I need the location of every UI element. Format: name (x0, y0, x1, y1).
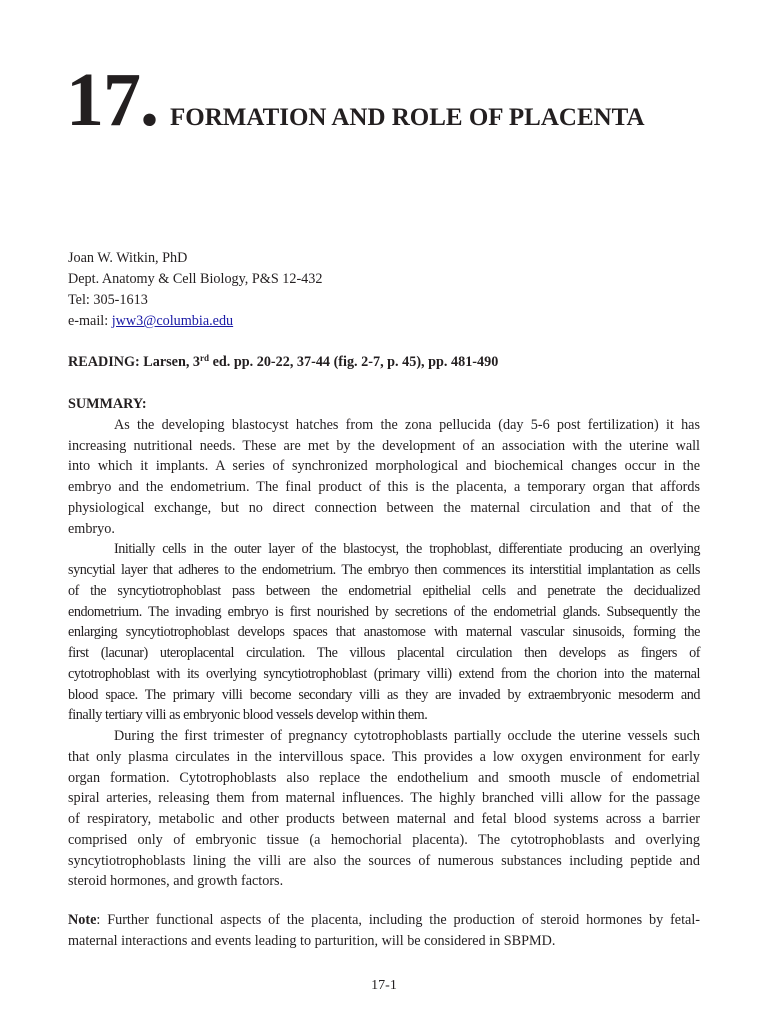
author-block (68, 248, 322, 332)
author-dept: Dept. Anatomy & Cell Biology, P&S 12-432 (68, 271, 323, 287)
author-email-row (68, 311, 322, 332)
summary-paragraph-1 (68, 415, 700, 540)
text-line: comprised only of embryonic tissue (a hemochorial placenta). The cytotrophoblasts and overlying (68, 831, 700, 848)
email-link[interactable]: jww3@columbia.edu (111, 313, 234, 329)
text-line: spiral arteries, releasing them from maternal influences. The highly branched villi allow for the passage (68, 790, 700, 807)
text-line: increasing nutritional needs. These are met by the development of an association with the uterine wall (68, 437, 700, 454)
reading-prefix: READING: Larsen, 3 (68, 354, 201, 370)
text-line: first (lacunar) uteroplacental circulation. The villous placental circulation then develops as fingers of (68, 645, 700, 661)
text-line: embryo and the endometrium. The final product of this is the placenta, a temporary organ that affords (68, 479, 700, 495)
summary-heading: SUMMARY: (68, 396, 147, 412)
author-name: Joan W. Witkin, PhD (68, 250, 188, 266)
text-line: Initially cells in the outer layer of the blastocyst, the trophoblast, differentiate producing an overlying (114, 541, 700, 558)
text-line: syncytiotrophoblasts lining the villi are also the sources of numerous substances including peptide and (68, 852, 700, 869)
text-line: of the syncytiotrophoblast pass between the endometrial epithelial cells and penetrate the decidualized (68, 582, 700, 599)
email-label: e-mail: (68, 313, 112, 329)
note-section (68, 910, 700, 952)
summary-paragraph-2 (68, 539, 700, 726)
note-line (68, 910, 700, 931)
text-line: finally tertiary villi as embryonic blood vessels develop within them. (68, 707, 428, 724)
author-tel: Tel: 305-1613 (68, 292, 148, 308)
note-text: : Further functional aspects of the placenta, including the production of steroid hormones by fetal- (96, 912, 700, 928)
reading-superscript: rd (200, 353, 210, 363)
chapter-header (66, 58, 645, 142)
text-line: organ formation. Cytotrophoblasts also replace the endothelium and smooth muscle of endometrial (68, 769, 700, 786)
text-line: As the developing blastocyst hatches from the zona pellucida (day 5-6 post fertilization) it has (114, 416, 700, 433)
text-line: syncytial layer that adheres to the endometrium. The embryo then commences its interstitial implantation as cells (68, 562, 700, 578)
text-line: endometrium. The invading embryo is first nourished by secretions of the endometrial glands. Subsequently the (68, 603, 700, 620)
text-line: of respiratory, metabolic and other products between maternal and fetal blood systems across a barrier (68, 811, 700, 827)
text-line: steroid hormones, and growth factors. (68, 873, 284, 890)
text-line: that only plasma circulates in the intervillous space. This provides a low oxygen environment for early (68, 748, 700, 765)
text-line: physiological exchange, but no direct connection between the maternal circulation and that of the (68, 499, 700, 516)
text-line: embryo. (68, 520, 115, 537)
page-number: 17-1 (371, 978, 397, 993)
text-line: cytotrophoblast with its overlying syncytiotrophoblast (primary villi) extend from the chorion into the maternal (68, 665, 700, 682)
text-line: During the first trimester of pregnancy cytotrophoblasts partially occlude the uterine vessels such (114, 728, 700, 744)
summary-paragraph-3 (68, 726, 700, 892)
text-line: into which it implants. A series of synchronized morphological and biochemical changes occur in the (68, 458, 700, 475)
note-label: Note (68, 912, 97, 928)
chapter-number: 17. (66, 58, 158, 142)
summary-section (68, 394, 700, 892)
chapter-title: FORMATION AND ROLE OF PLACENTA (170, 104, 645, 131)
reading-line (68, 352, 498, 373)
note-line: maternal interactions and events leading to parturition, will be considered in SBPMD. (68, 933, 556, 949)
reading-suffix: ed. pp. 20-22, 37-44 (fig. 2-7, p. 45), pp. 481-490 (209, 354, 499, 370)
text-line: enlarging syncytiotrophoblast develops spaces that anastomose with maternal vascular sinusoids, forming the (68, 624, 700, 641)
text-line: blood space. The primary villi become secondary villi as they are invaded by extraembryonic mesoderm and (68, 686, 700, 703)
